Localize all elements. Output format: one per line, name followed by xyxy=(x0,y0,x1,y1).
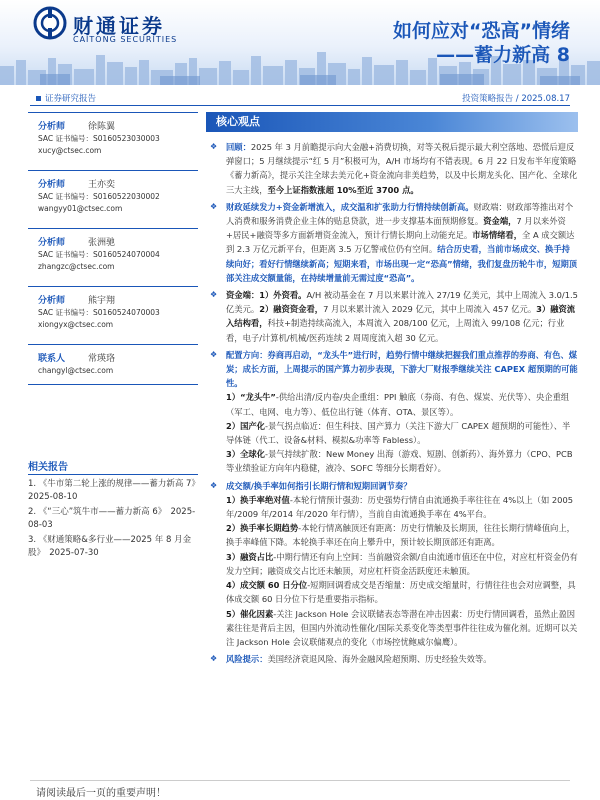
sub-lead: 2）换手率长期趋势 xyxy=(226,523,299,534)
bullet-text: 7 月以来累计流入 2029 亿元，其中上周流入 457 亿元。 xyxy=(323,304,537,315)
footer-disclaimer: 请阅读最后一页的重要声明！ xyxy=(36,788,166,799)
divider xyxy=(30,780,570,781)
logo-mark-icon xyxy=(33,6,67,40)
analyst-cert: SAC 证书编号：S0160524070003 xyxy=(38,308,160,317)
company-logo xyxy=(33,6,178,46)
report-type xyxy=(36,92,96,104)
info-bar xyxy=(0,88,600,106)
analyst-name: 徐陈翼 xyxy=(88,122,116,132)
contact-name: 常瑛珞 xyxy=(88,354,116,364)
diamond-bullet-icon: ❖ xyxy=(210,201,218,211)
bullet-highlight: 券商再启动，“龙头牛”进行时，趋势行情中继续把握我们重点推荐的券商、有色、煤炭；成长方面，上周提示的国产算力初步表现，下游大厂财报季继续关注 CAPEX 超预期的可能性。 xyxy=(226,349,578,389)
analyst-name: 张洲驰 xyxy=(88,238,116,248)
bullet-risk xyxy=(206,652,578,666)
divider xyxy=(30,105,570,106)
analyst-name: 熊宇翔 xyxy=(88,296,116,306)
analyst-role: 分析师 xyxy=(38,296,66,306)
analyst-card xyxy=(28,286,198,344)
sub-lead: 4）成交额 60 日分位 xyxy=(226,580,308,591)
analyst-email[interactable]: xiongyx@ctsec.com xyxy=(38,320,114,329)
bullet-text: 财政端：财政部等推出对个人消费和服务消费企业主体的贴息贷款，进一步支撑基本面预期修复。 xyxy=(226,201,574,227)
diamond-bullet-icon: ❖ xyxy=(210,142,218,151)
bullet-lead: 配置方向： xyxy=(226,349,268,360)
report-title: 如何应对“恐高”情绪 xyxy=(393,20,570,42)
report-type-label: 证券研究报告 xyxy=(45,94,97,104)
key-points xyxy=(206,140,578,666)
bullet-lead: 成交额/换手率如何指引长期行情和短期回调节奏？ xyxy=(226,480,412,491)
sub-text: -本轮行情离触顶还有距离：历史行情触及长期顶，往往长期行情峰值向上，换手率峰值下降。本轮换手率还在向上攀升中，预计较长期顶部还有距离。 xyxy=(226,523,575,548)
diamond-bullet-icon: ❖ xyxy=(210,290,218,300)
sub-lead: 1）换手率绝对值 xyxy=(226,494,290,505)
analyst-email[interactable]: xucy@ctsec.com xyxy=(38,146,102,155)
analyst-email[interactable]: zhangzc@ctsec.com xyxy=(38,262,115,271)
sub-text: -中期行情还有向上空间：当前融资余额/自由流通市值还在中位，对应杠杆资金仍有发力空间；融资成交占比还未触顶，对应杠杆资金活跃度还未触顶。 xyxy=(226,551,578,576)
sub-text: -短期回调看成交是否缩量：历史成交缩量时，行情往往也会对应调整，具体成交额 60 日分位下行是重要指示指标。 xyxy=(226,580,576,605)
logo-text-en: CAITONG SECURITIES xyxy=(73,35,178,44)
sub-point xyxy=(226,607,578,650)
logo-text-cn: 财通证券 xyxy=(73,14,165,38)
bullet-turnover xyxy=(206,479,578,649)
related-report-item[interactable]: 1. 《牛市第二轮上涨的规律——蓄力新高 7》 2025-08-10 xyxy=(28,479,205,502)
bullet-lead: 资金端： xyxy=(226,290,260,301)
sub-text: -景气拐点临近：但生科技、国产算力（关注下游大厂 CAPEX 超预期的可能性）、半导体链（代工、设备&材料、模拟&功率等 Fabless）。 xyxy=(226,420,571,446)
analyst-role: 分析师 xyxy=(38,122,66,132)
analyst-card xyxy=(28,112,198,170)
bullet-bold: 1）外资看。 xyxy=(259,290,307,301)
analyst-cert: SAC 证书编号：S0160523030003 xyxy=(38,134,160,143)
analyst-cert: SAC 证书编号：S0160524070004 xyxy=(38,250,160,259)
main-content xyxy=(206,112,578,669)
sub-point xyxy=(226,578,578,606)
bullet-bold: 3）融资流入结构看， xyxy=(226,304,576,329)
related-reports-title: 相关报告 xyxy=(28,462,68,473)
square-bullet-icon xyxy=(36,96,41,101)
sub-text: -供给出清/反内卷/央企重组：PPI 触底（券商、有色、煤炭、光伏等）、央企重组（军工、电网、电力等）、低位出行链（体育、OTA、景区等）。 xyxy=(226,392,570,417)
bullet-text: 科技+制造持续高流入，本周流入 208/100 亿元，上周流入 99/108 亿元；行业看，电子/计算机/机械/医药连续 2 周周度流入超 30 亿元。 xyxy=(226,318,565,343)
bullet-text: 2025 年 3 月前瞻提示向大金融+消费切换，对等关税后提示最大利空落地、恐慌后迎反弹窗口；5 月继续提示“红 5 月”积极可为，A/H 市场均有不错表现。6 月 22 日发布半年度策略《蓄力新高》，提示关注全球去美元化+资金流向非美趋势，以及中长期龙头化、国产化、全球化三大主线， xyxy=(226,142,578,195)
bullet-capital xyxy=(206,288,578,345)
sub-lead: 3）全球化 xyxy=(226,449,265,460)
analyst-card xyxy=(28,228,198,286)
report-header xyxy=(0,0,600,85)
contact-role: 联系人 xyxy=(38,354,66,364)
sub-point xyxy=(226,521,578,549)
related-report-item[interactable]: 2. 《“三心”筑牛市——蓄力新高 6》 2025-08-03 xyxy=(28,507,196,530)
analyst-role: 分析师 xyxy=(38,180,66,190)
bullet-bold: 至今上证指数涨超 10%至近 3700 点。 xyxy=(267,184,419,195)
sub-point xyxy=(226,419,578,447)
sub-point xyxy=(226,447,578,475)
divider xyxy=(28,384,198,385)
analyst-role: 分析师 xyxy=(38,238,66,248)
bullet-highlight: 结合历史看，当前市场成交、换手持续向好；看好行情继续新高；短期来看，市场出现一定“恐高”情绪，我们复盘历轮牛市，短期顶部关注成交额量能，在持续增量前无需过度“恐高”。 xyxy=(226,244,578,283)
analyst-name: 王亦奕 xyxy=(88,180,116,190)
bullet-fiscal-funds xyxy=(206,200,578,285)
diamond-bullet-icon: ❖ xyxy=(210,654,218,664)
sub-text: -景气持续扩散：New Money 出海（游戏、短剧、创新药）、海外算力（CPO、PCB 等业绩验证方向年内稳健，液冷、SOFC 等细分长期看好）。 xyxy=(226,449,573,474)
bullet-text: 美国经济衰退风险、海外金融风险超预期、历史经验失效等。 xyxy=(267,654,492,665)
sidebar xyxy=(28,112,205,762)
contact-email[interactable]: changyl@ctsec.com xyxy=(38,366,114,375)
bullet-bold: 2）融资资金看， xyxy=(259,304,324,315)
analyst-cert: SAC 证书编号：S0160522030002 xyxy=(38,192,160,201)
bullet-bold: 市场情绪看， xyxy=(472,230,523,241)
bullet-text: A/H 被动基金在 7 月以来累计流入 27/19 亿美元，其中上周流入 3.0/1.5 亿美元。 xyxy=(226,290,578,315)
sub-text: -本轮行情预计强劲：历史强势行情自由流通换手率往往在 4%以上（如 2005 年/2009 年/2014 年/2020 年行情），当前自由流通换手率在 4%平台。 xyxy=(226,494,574,520)
bullet-bold: 资金端， xyxy=(483,216,517,227)
bullet-lead: 回顾： xyxy=(226,142,251,152)
sub-point xyxy=(226,493,578,521)
related-report-item[interactable]: 3. 《财通策略&多行业——2025 年 8 月金股》 2025-07-30 xyxy=(28,535,192,558)
bullet-text: 全 A 成交额达到 2.3 万亿元新平台，但距离 3.5 万亿警戒位仍有空间。 xyxy=(226,230,575,255)
report-subtitle: ——蓄力新高 8 xyxy=(436,44,570,66)
sub-lead: 1）“龙头牛” xyxy=(226,392,276,403)
report-category-date: 投资策略报告 / 2025.08.17 xyxy=(462,94,570,104)
section-title: 核心观点 xyxy=(206,112,578,132)
sub-lead: 3）融资占比 xyxy=(226,551,274,562)
related-reports-list xyxy=(28,478,205,562)
divider xyxy=(28,474,198,475)
sub-text: -关注 Jackson Hole 会议联储表态等潜在冲击因素：历史行情回调看，虽然止盈因素往往是背后主因，但国内外流动性催化/国际关系变化等类型事件往往成为催化剂。近期可以关注 Jackson Hole 会议联储观点的变化（市场控忧鲍威尔偏鹰）。 xyxy=(226,608,578,647)
bullet-review xyxy=(206,140,578,197)
analyst-email[interactable]: wangyy01@ctsec.com xyxy=(38,204,123,213)
bullet-allocation xyxy=(206,348,578,476)
bullet-text: 7 月以来外资+居民+融资等多方面新增资金流入，预计行情长期向上动能充足。 xyxy=(226,216,566,241)
sub-point xyxy=(226,390,578,418)
diamond-bullet-icon: ❖ xyxy=(210,349,218,359)
bullet-lead: 财政延续发力+资金新增流入，成交温和扩张助力行情持续创新高。 xyxy=(226,201,474,212)
analyst-card xyxy=(28,170,198,228)
sub-lead: 5）催化因素 xyxy=(226,608,274,619)
bullet-lead: 风险提示： xyxy=(226,654,268,665)
sub-lead: 2）国产化 xyxy=(226,420,265,431)
contact-card xyxy=(28,344,198,384)
sub-point xyxy=(226,550,578,578)
diamond-bullet-icon: ❖ xyxy=(210,480,218,490)
